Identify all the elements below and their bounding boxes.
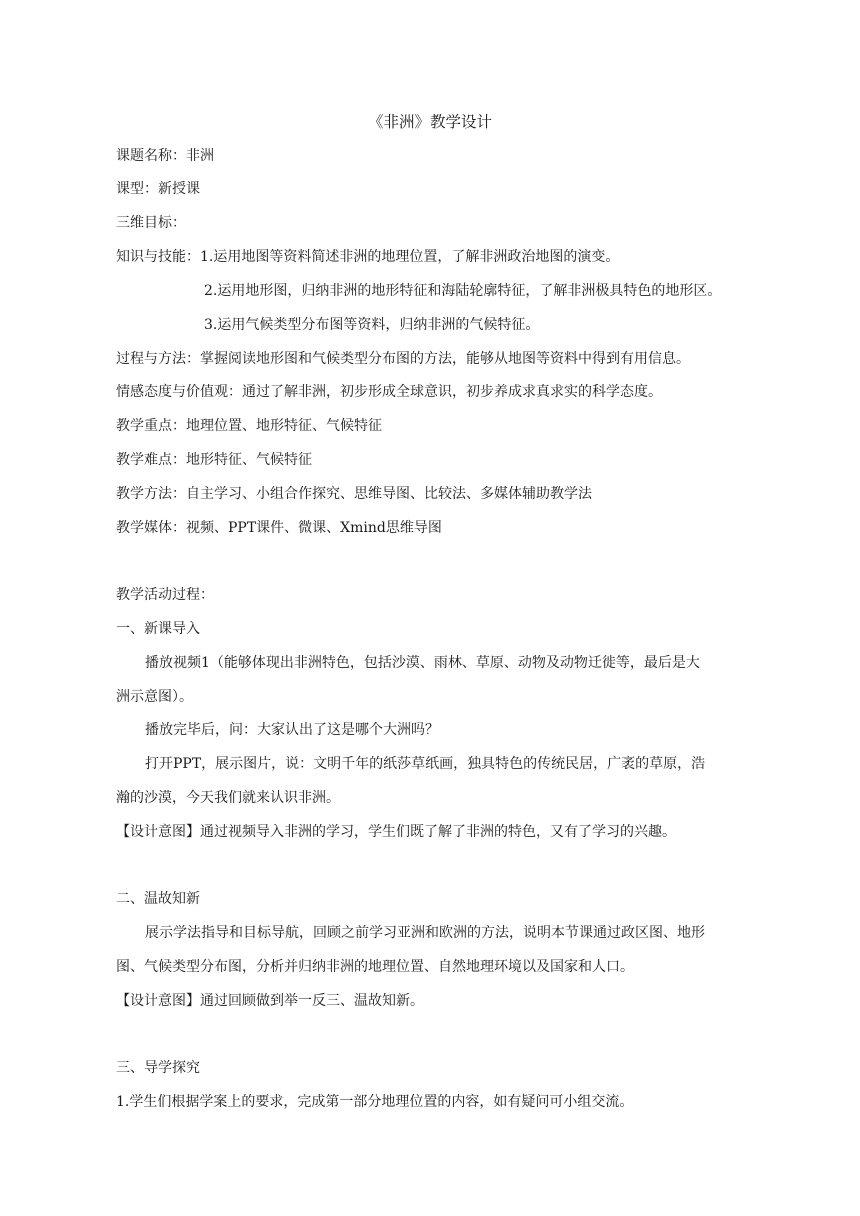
section-3-heading: 三、导学探究 — [116, 1060, 200, 1076]
section-2-heading: 二、温故知新 — [116, 891, 200, 907]
course-name: 课题名称：非洲 — [116, 148, 214, 164]
knowledge-skill-2: 2.运用地形图，归纳非洲的地形特征和海陆轮廓特征，了解非洲极具特色的地形区。 — [204, 283, 722, 299]
process-method: 过程与方法：掌握阅读地形图和气候类型分布图的方法，能够从地图等资料中得到有用信息。 — [116, 351, 690, 367]
section-3-paragraph-1: 1.学生们根据学案上的要求，完成第一部分地理位置的内容，如有疑问可小组交流。 — [116, 1094, 634, 1110]
section-2-paragraph-line-1: 展示学法指导和目标导航，回顾之前学习亚洲和欧洲的方法，说明本节课通过政区图、地形 — [145, 925, 705, 941]
process-heading: 教学活动过程： — [116, 587, 214, 603]
section-1-paragraph-3-line-2: 瀚的沙漠，今天我们就来认识非洲。 — [116, 790, 340, 806]
section-1-design-intent: 【设计意图】通过视频导入非洲的学习，学生们既了解了非洲的特色，又有了学习的兴趣。 — [116, 824, 676, 840]
key-points: 教学重点：地理位置、地形特征、气候特征 — [116, 418, 382, 434]
document-title: 《非洲》教学设计 — [367, 113, 492, 131]
section-2-design-intent: 【设计意图】通过回顾做到举一反三、温故知新。 — [116, 993, 424, 1009]
section-1-paragraph-1-line-1: 播放视频1（能够体现出非洲特色，包括沙漠、雨林、草原、动物及动物迁徙等，最后是大 — [145, 655, 700, 671]
section-2-paragraph-line-2: 图、气候类型分布图，分析并归纳非洲的地理位置、自然地理环境以及国家和人口。 — [116, 959, 634, 975]
section-1-paragraph-1-line-2: 洲示意图）。 — [116, 689, 193, 705]
teaching-media: 教学媒体：视频、PPT课件、微课、Xmind思维导图 — [116, 520, 442, 536]
section-1-paragraph-3-line-1: 打开PPT，展示图片，说：文明千年的纸莎草纸画，独具特色的传统民居，广袤的草原，浩 — [145, 756, 706, 772]
section-1-paragraph-2: 播放完毕后，问：大家认出了这是哪个大洲吗？ — [145, 722, 439, 738]
teaching-methods: 教学方法：自主学习、小组合作探究、思维导图、比较法、多媒体辅助教学法 — [116, 486, 592, 502]
objectives-heading: 三维目标： — [116, 215, 186, 231]
emotion-values: 情感态度与价值观：通过了解非洲，初步形成全球意识，初步养成求真求实的科学态度。 — [116, 384, 662, 400]
knowledge-skill-3: 3.运用气候类型分布图等资料，归纳非洲的气候特征。 — [204, 317, 540, 333]
course-type: 课型：新授课 — [116, 181, 200, 197]
knowledge-skill-1: 知识与技能：1.运用地图等资料简述非洲的地理位置，了解非洲政治地图的演变。 — [116, 249, 620, 265]
section-1-heading: 一、新课导入 — [116, 621, 200, 637]
difficult-points: 教学难点：地形特征、气候特征 — [116, 452, 312, 468]
